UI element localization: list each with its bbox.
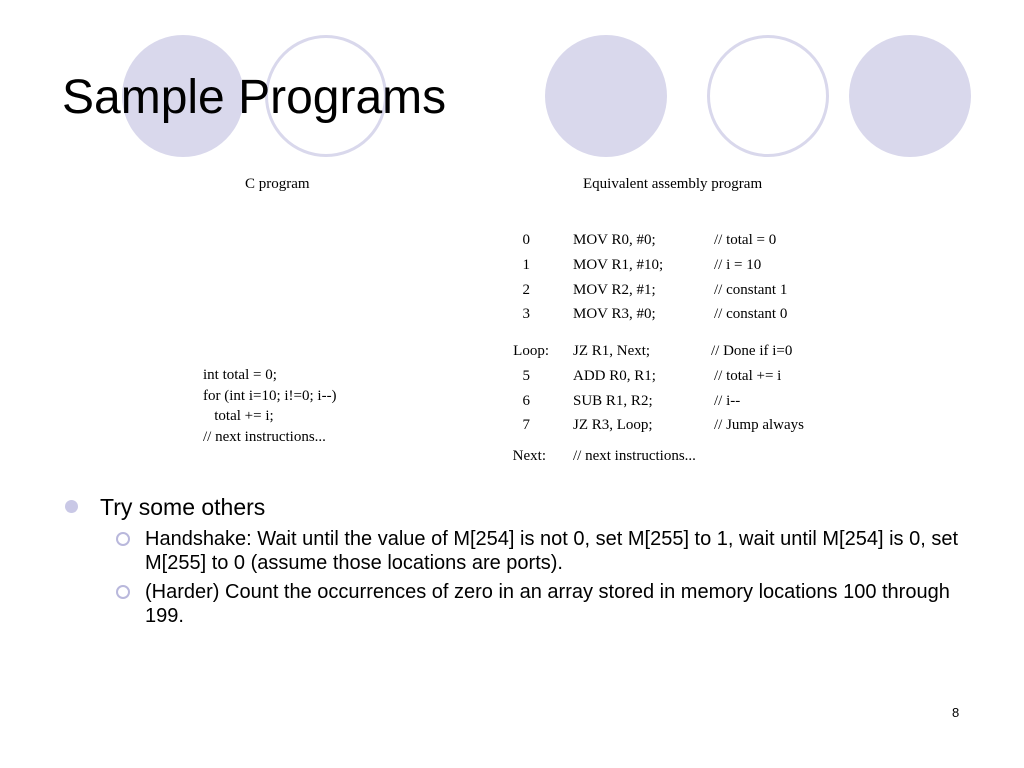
asm-instruction: JZ R1, Next; [573,343,651,359]
asm-label: Loop: [513,343,549,359]
c-code-line: total += i; [203,408,274,424]
asm-label: 3 [522,306,530,322]
asm-comment: // total += i [714,368,782,384]
asm-label: 2 [522,282,530,298]
asm-instruction: MOV R1, #10; [573,257,664,273]
sub-bullet-item [64,580,964,628]
asm-comment: // total = 0 [714,232,777,248]
asm-label: 7 [522,417,530,433]
sub-bullet-text: (Harder) Count the occurrences of zero in an array stored in memory locations 100 through 199. [145,581,950,627]
asm-comment: // i = 10 [714,257,762,273]
c-code-line: for (int i=10; i!=0; i--) [203,387,337,404]
asm-label: Next: [512,448,546,464]
c-program-heading: C program [245,176,310,192]
asm-label: 5 [522,368,530,384]
asm-row [0,366,1024,386]
asm-row [0,230,1024,250]
decor-circle-4 [707,35,829,157]
asm-row [0,255,1024,275]
asm-instruction: MOV R0, #0; [573,232,656,248]
c-code-line: // next instructions... [203,428,326,445]
decor-circle-5 [849,35,971,157]
asm-comment: // constant 1 [714,282,788,298]
slide-title: Sample Programs [62,71,447,124]
asm-instruction: MOV R2, #1; [573,282,656,298]
asm-comment: // Jump always [714,417,804,433]
page-number: 8 [952,705,960,720]
bullet-text: Try some others [100,494,266,520]
c-code-line: int total = 0; [203,367,277,383]
asm-comment: // Done if i=0 [711,343,793,359]
sub-bullet-item [64,527,964,575]
asm-instruction: // next instructions... [573,448,696,464]
sub-bullet-ring-icon [116,585,130,599]
asm-row [0,341,1024,361]
asm-row [0,391,1024,411]
asm-comment: // i-- [714,393,741,409]
asm-label: 0 [522,232,530,248]
assembly-heading: Equivalent assembly program [583,176,763,192]
asm-comment: // constant 0 [714,306,788,322]
asm-instruction: MOV R3, #0; [573,306,656,322]
asm-row [0,415,1024,435]
bullet-list [64,492,964,628]
asm-instruction: ADD R0, R1; [573,368,656,384]
bullet-dot-icon [65,500,78,513]
asm-label: 6 [522,393,530,409]
asm-label: 1 [522,257,530,273]
sub-bullet-ring-icon [116,532,130,546]
asm-instruction: SUB R1, R2; [573,393,653,409]
decor-circle-3 [545,35,667,157]
asm-row [0,280,1024,300]
asm-row [0,304,1024,324]
bullet-item [64,492,964,522]
asm-row [0,446,1024,466]
asm-instruction: JZ R3, Loop; [573,417,653,433]
sub-bullet-text: Handshake: Wait until the value of M[254] is not 0, set M[255] to 1, wait until M[254] is 0, set M[255] to 0 (assume those locations are ports). [145,528,959,574]
